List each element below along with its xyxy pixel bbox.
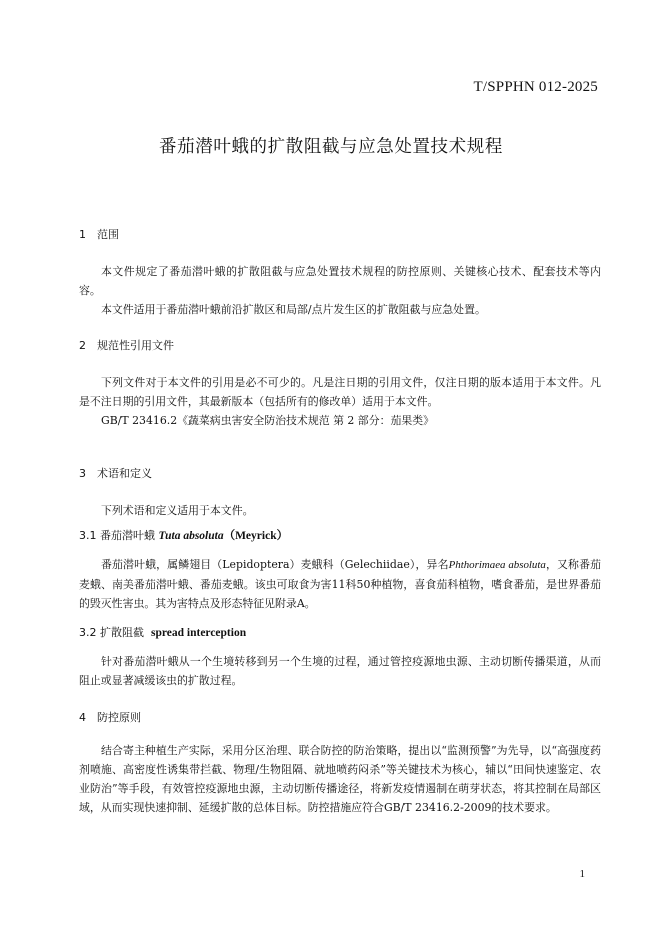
- section-1-paragraph-1: 本文件规定了番茄潜叶蛾的扩散阻截与应急处置技术规程的防控原则、关键核心技术、配套技术等内容。: [79, 265, 601, 297]
- section-2-reference: GB/T 23416.2《蔬菜病虫害安全防治技术规范 第 2 部分：茄果类》: [101, 414, 435, 427]
- section-title: 范围: [97, 228, 119, 241]
- section-2-paragraph-1: 下列文件对于本文件的引用是必不可少的。凡是注日期的引用文件，仅注日期的版本适用于本文件。凡是不注日期的引用文件，其最新版本（包括所有的修改单）适用于本文件。: [79, 376, 601, 408]
- page-number: 1: [579, 868, 585, 880]
- term-author: （Meyrick）: [223, 530, 289, 542]
- document-number: T/SPPHN 012-2025: [473, 79, 598, 95]
- term-latin-name: Tuta absoluta: [158, 530, 224, 542]
- section-number: 2: [79, 339, 86, 352]
- section-1-heading: [79, 226, 119, 242]
- document-title: 番茄潜叶蛾的扩散阻截与应急处置技术规程: [159, 137, 503, 157]
- term-name: 番茄潜叶蛾: [100, 529, 155, 542]
- section-number: 3: [79, 467, 86, 480]
- definition-text: 番茄潜叶蛾，属鳞翅目（Lepidoptera）麦蛾科（Gelechiidae），异名: [101, 558, 449, 571]
- term-3-2-heading: [79, 624, 246, 640]
- section-title: 防控原则: [97, 711, 141, 724]
- section-title: 术语和定义: [97, 467, 152, 480]
- term-3-1-heading: [79, 527, 288, 543]
- section-number: 1: [79, 228, 86, 241]
- section-1-paragraph-2: 本文件适用于番茄潜叶蛾前沿扩散区和局部/点片发生区的扩散阻截与应急处置。: [101, 303, 486, 316]
- section-4-paragraph-1: 结合寄主种植生产实际，采用分区治理、联合防控的防治策略，提出以“监测预警”为先导，以“高强度药剂喷施、高密度性诱集带拦截、物理/生物阻隔、就地喷药闷杀”等关键技术为核心，辅以“田间快速鉴定、农业防治”等手段，有效管控疫源地虫源，主动切断传播途径，将新发疫情遏制在萌芽状态，将其控制在局部区域，从而实现快速抑制、延缓扩散的总体目标。防控措施应符合GB/T 23416.2-2009的技术要求。: [79, 744, 601, 814]
- term-3-1-definition: [79, 555, 601, 613]
- term-number: 3.2: [79, 626, 97, 639]
- section-4-heading: [79, 709, 141, 725]
- section-2-heading: [79, 337, 174, 353]
- term-number: 3.1: [79, 529, 97, 542]
- definition-text: ，又称番茄麦蛾、南美番茄潜叶蛾、番茄麦蛾。该虫可取食为害11科50种植物，喜食茄科植物，嗜食番茄，是世界番茄的毁灭性害虫。其为害特点及形态特征见附录A。: [79, 558, 601, 610]
- term-english-name: spread interception: [151, 627, 247, 639]
- section-title: 规范性引用文件: [97, 339, 174, 352]
- section-number: 4: [79, 711, 86, 724]
- section-3-heading: [79, 465, 152, 481]
- term-name: 扩散阻截: [100, 626, 144, 639]
- section-3-paragraph-1: 下列术语和定义适用于本文件。: [101, 504, 254, 517]
- synonym-name: Phthorimaea absoluta: [448, 559, 546, 571]
- term-3-2-definition: 针对番茄潜叶蛾从一个生境转移到另一个生境的过程，通过管控疫源地虫源、主动切断传播渠道，从而阻止或显著减缓该虫的扩散过程。: [79, 655, 601, 687]
